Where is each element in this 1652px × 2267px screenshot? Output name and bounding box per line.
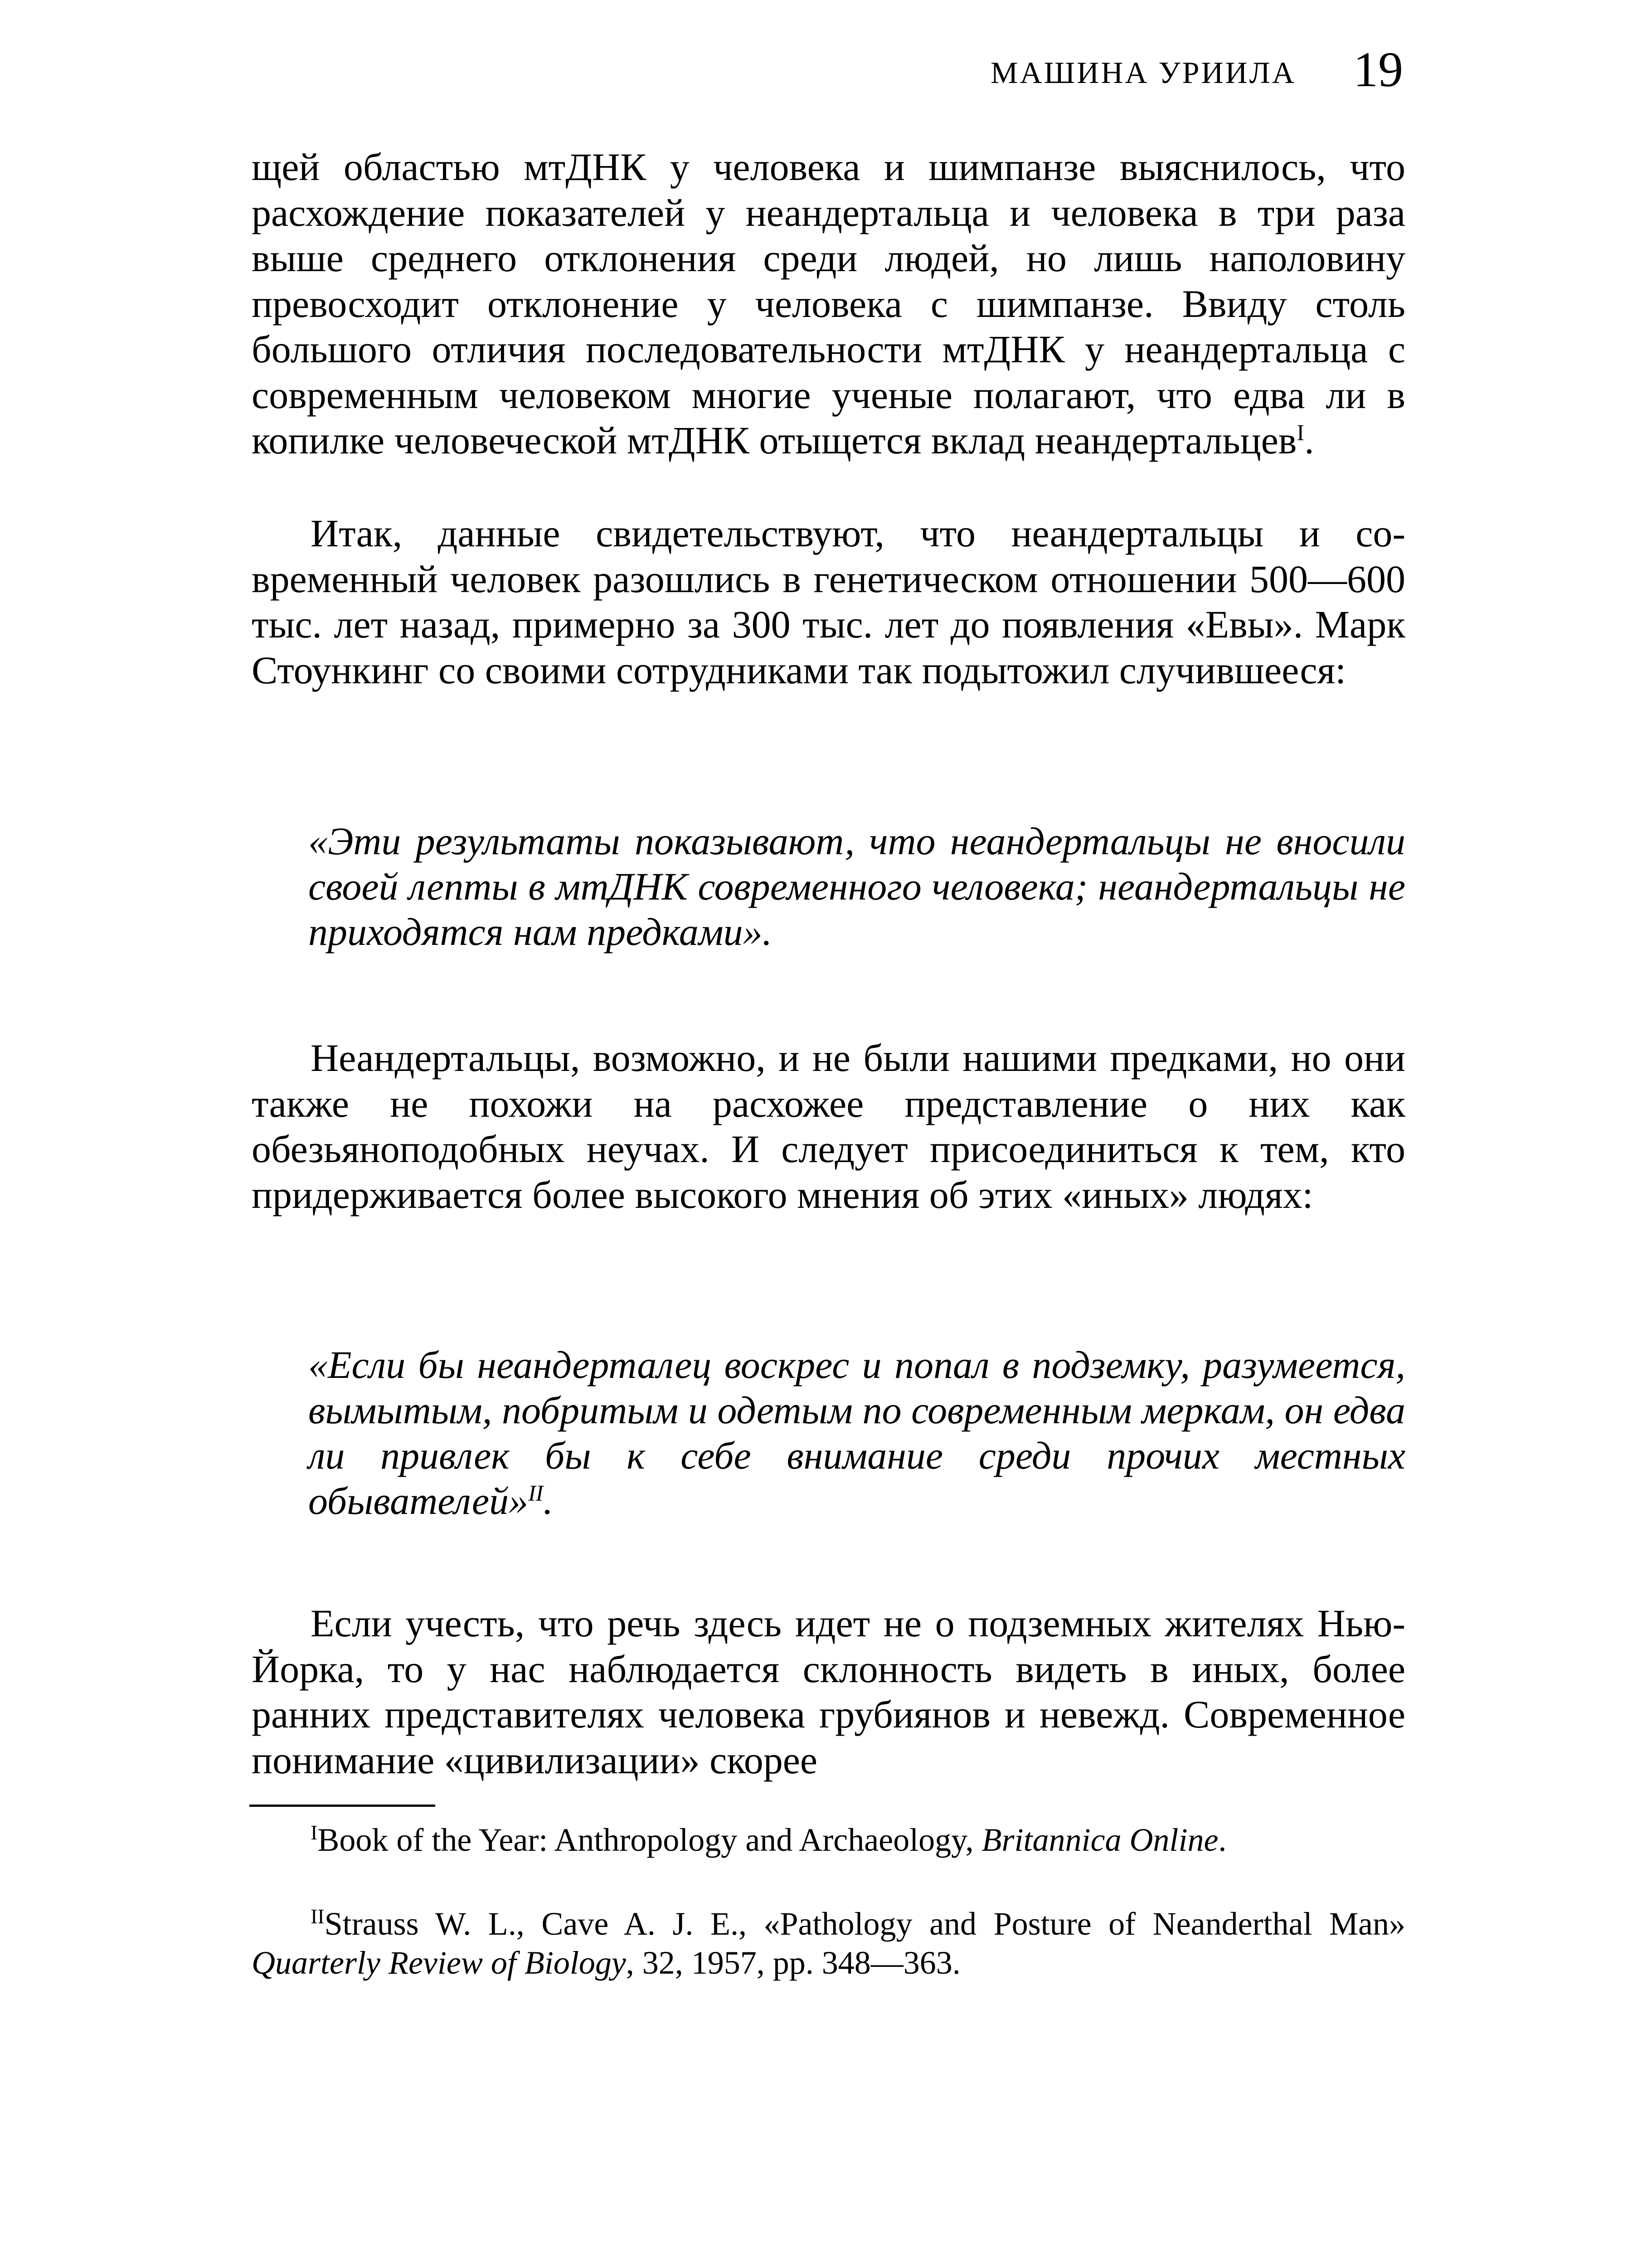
- footnote-2-end: , 32, 1957, pp. 348—363.: [626, 1945, 961, 1981]
- running-title: МАШИНА УРИИЛА: [991, 55, 1296, 90]
- footnote-2-mark: II: [311, 1905, 325, 1928]
- footnote-2-source: Quarterly Review of Biology: [252, 1945, 626, 1981]
- paragraph-3: Неандертальцы, возможно, и не были нашими предками, но они также не похожи на расхожее представление о них как обезьяноподобных неучах. И следует присоединиться к тем, кто придерживается более высокого мнения об этих «иных» людях:: [252, 1036, 1405, 1216]
- footnote-ref-1: I: [1297, 419, 1305, 445]
- paragraph-2-block: [252, 511, 1405, 693]
- footnote-1-source: Britannica Online: [981, 1822, 1219, 1858]
- footnote-1-mark: I: [311, 1821, 318, 1844]
- footnote-divider: [249, 1805, 435, 1807]
- paragraph-1: [252, 144, 1405, 463]
- paragraph-1-block: [252, 144, 1405, 463]
- paragraph-1-end: .: [1304, 418, 1314, 462]
- paragraph-4-block: [252, 1601, 1405, 1783]
- footnote-1-end: .: [1218, 1822, 1227, 1858]
- quote-2-end: .: [543, 1479, 553, 1523]
- paragraph-3-block: [252, 1035, 1405, 1217]
- page-number: 19: [1353, 42, 1403, 97]
- paragraph-2: Итак, данные свидетельствуют, что неандертальцы и современный человек разошлись в генетическом отношении 500—600 тыс. лет назад, примерно за 300 тыс. лет до появления «Евы». Марк Стоункинг со своими сотрудниками так подытожил случившееся:: [252, 511, 1405, 692]
- paragraph-1-text: щей областью мтДНК у человека и шимпанзе выяснилось, что расхождение показателей у неандертальца и человека в три раза выше среднего отклонения среди людей, но лишь наполовину превосходит отклонение у человека с шимпанзе. Ввиду столь большого отличия последовательности мтДНК у неандертальца с современным человеком многие ученые полагают, что едва ли в копилке человеческой мтДНК отыщется вклад неандертальцев: [252, 145, 1405, 462]
- footnote-1-text: Book of the Year: Anthropology and Archaeology,: [317, 1822, 982, 1858]
- footnote-2: [252, 1904, 1405, 1982]
- quote-1: «Эти результаты показывают, что неандертальцы не вносили своей лепты в мтДНК современного человека; неандертальцы не приходятся нам предками».: [308, 819, 1405, 954]
- quote-2: [308, 1342, 1405, 1523]
- paragraph-4: Если учесть, что речь здесь идет не о подземных жителях Нью-Йорка, то у нас наблюдается склонность видеть в иных, более ранних представителях человека грубиянов и невежд. Современное понимание «цивилизации» скорее: [252, 1601, 1405, 1782]
- quote-2-text: «Если бы неандерталец воскрес и попал в подземку, разумеется, вымытым, побритым и одетым по современным меркам, он едва ли привлек бы к себе внимание среди прочих местных обывателей»: [308, 1343, 1405, 1523]
- footnote-1: [252, 1820, 1405, 1859]
- footnote-ref-2: II: [528, 1480, 544, 1506]
- footnote-2-text: Strauss W. L., Cave A. J. E., «Pathology and Posture of Neanderthal Man»: [324, 1906, 1405, 1942]
